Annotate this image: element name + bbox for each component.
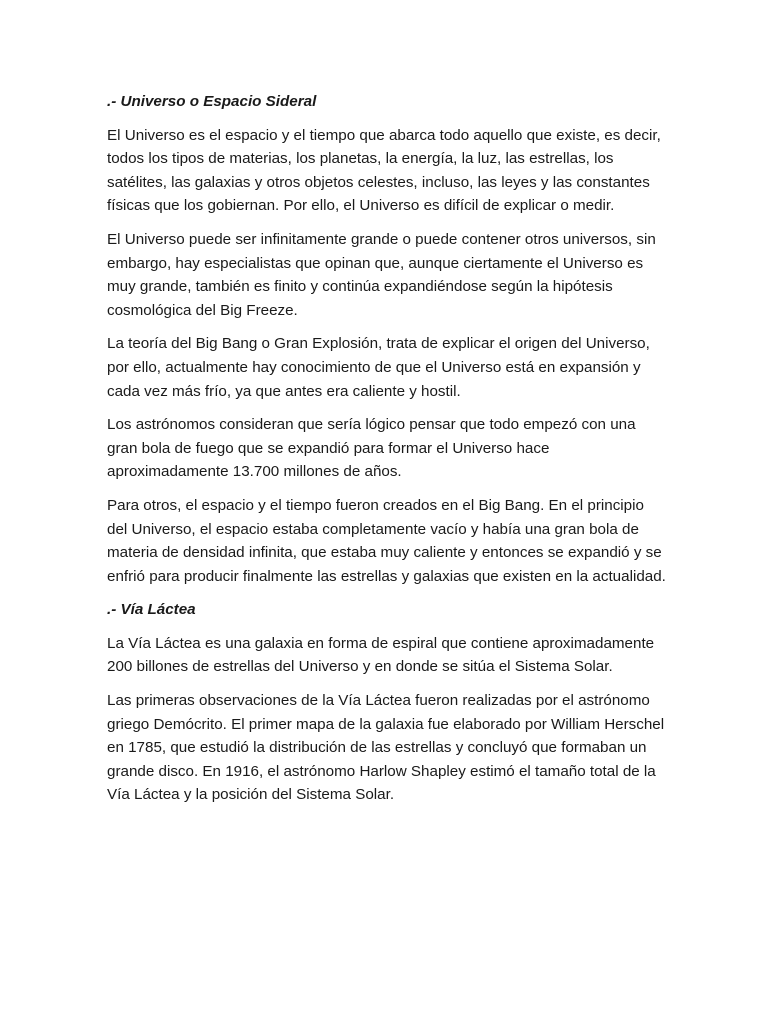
paragraph: Las primeras observaciones de la Vía Láctea fueron realizadas por el astrónomo griego Demócrito. El primer mapa de la galaxia fue elaborado por William Herschel en 1785, que estudió la distribución de las estrellas y concluyó que formaban un grande disco. En 1916, el astrónomo Harlow Shapley estimó el tamaño total de la Vía Láctea y la posición del Sistema Solar. <box>107 692 665 804</box>
section-heading-universo: .- Universo o Espacio Sideral <box>107 93 317 110</box>
paragraph: El Universo es el espacio y el tiempo que abarca todo aquello que existe, es decir, todos los tipos de materias, los planetas, la energía, la luz, las estrellas, los satélites, las galaxias y otros objetos celestes, incluso, las leyes y las constantes físicas que los gobiernan. Por ello, el Universo es difícil de explicar o medir. <box>107 126 661 215</box>
paragraph: La Vía Láctea es una galaxia en forma de espiral que contiene aproximadamente 200 billones de estrellas del Universo y en donde se sitúa el Sistema Solar. <box>107 634 655 676</box>
paragraph: Los astrónomos consideran que sería lógico pensar que todo empezó con una gran bola de fuego que se expandió para formar el Universo hace aproximadamente 13.700 millones de años. <box>107 416 636 481</box>
paragraph: Para otros, el espacio y el tiempo fueron creados en el Big Bang. En el principio del Universo, el espacio estaba completamente vacío y había una gran bola de materia de densidad infinita, que estaba muy caliente y entonces se expandió y se enfrió para producir finalmente las estrellas y galaxias que existen en la actualidad. <box>107 496 666 585</box>
document-body <box>107 90 667 817</box>
section-heading-via-lactea: .- Vía Láctea <box>107 601 196 619</box>
paragraph: El Universo puede ser infinitamente grande o puede contener otros universos, sin embargo, hay especialistas que opinan que, aunque ciertamente el Universo es muy grande, también es finito y continúa expandiéndose según la hipótesis cosmológica del Big Freeze. <box>107 230 656 319</box>
paragraph: La teoría del Big Bang o Gran Explosión, trata de explicar el origen del Universo, por ello, actualmente hay conocimiento de que el Universo está en expansión y cada vez más frío, ya que antes era caliente y hostil. <box>107 335 650 400</box>
